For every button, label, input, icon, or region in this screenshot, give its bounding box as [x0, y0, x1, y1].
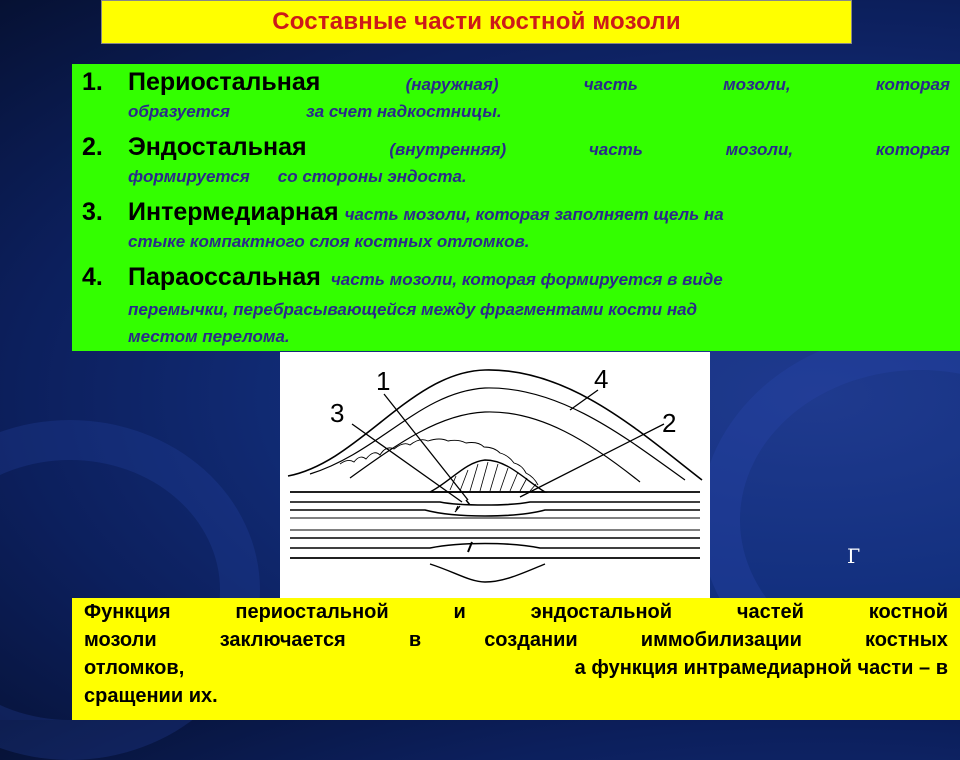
note-word: сращении их. — [84, 685, 218, 707]
note-line — [84, 682, 948, 710]
item-desc-word: которая — [875, 140, 950, 159]
item-number: 3. — [82, 198, 103, 226]
bone-cortex-line — [290, 502, 700, 505]
item-desc-line: формируется — [128, 167, 250, 186]
item-number: 1. — [82, 68, 103, 96]
item-desc-line: часть мозоли, которая формируется в виде — [330, 270, 723, 289]
item-desc-line: образуется — [128, 102, 231, 121]
bone-cortex-line — [290, 510, 700, 516]
item-desc-word: мозоли, — [725, 140, 794, 159]
item-desc-line: перемычки, перебрасывающейся между фрагментами кости над — [128, 300, 698, 319]
note-word: и — [453, 601, 466, 623]
item-desc-line: местом перелома. — [128, 327, 290, 346]
note-word: мозоли — [84, 629, 157, 651]
item-desc-line: часть мозоли, которая заполняет щель на — [344, 205, 724, 224]
item-desc-word: которая — [875, 75, 950, 94]
figure-label-4: 4 — [594, 364, 609, 394]
note-word: а функция интрамедиарной части – в — [574, 657, 948, 679]
note-word: заключается — [219, 629, 346, 651]
item-term: Параоссальная — [128, 263, 321, 291]
item-desc-word: (наружная) — [405, 75, 499, 94]
note-word: костной — [868, 601, 948, 623]
list-item — [82, 132, 950, 189]
note-line — [84, 626, 948, 654]
note-word: в — [408, 629, 422, 651]
item-desc-word: (внутренняя) — [389, 140, 507, 159]
note-word: костных — [865, 629, 948, 651]
item-desc-word: часть — [588, 140, 643, 159]
note-word: создании — [484, 629, 578, 651]
note-word: иммобилизации — [640, 629, 802, 651]
bone-cortex-line — [290, 544, 700, 549]
fracture-mark — [455, 506, 460, 512]
item-number: 4. — [82, 263, 103, 291]
bone-callus-figure — [280, 352, 710, 598]
figure-label-2: 2 — [662, 408, 677, 438]
callus-parts-list — [72, 64, 960, 351]
note-word: периостальной — [235, 601, 389, 623]
title-banner — [101, 0, 852, 44]
page-title: Составные части костной мозоли — [272, 8, 681, 35]
item-desc-line: за счет надкостницы. — [306, 102, 502, 121]
item-term: Эндостальная — [128, 133, 307, 161]
item-number: 2. — [82, 133, 103, 161]
item-term: Интермедиарная — [128, 198, 339, 226]
item-desc-word: часть — [583, 75, 638, 94]
endosteal-mound — [430, 564, 545, 582]
list-item — [82, 67, 950, 124]
item-desc-word: мозоли, — [723, 75, 791, 94]
callus-diagram — [280, 352, 710, 598]
item-desc-line: со стороны эндоста. — [277, 167, 467, 186]
item-desc-line: стыке компактного слоя костных отломков. — [128, 232, 530, 251]
leader-line-2 — [520, 424, 664, 497]
list-item — [82, 262, 950, 349]
note-word: эндостальной — [530, 601, 673, 623]
figure-letter: Г — [847, 544, 861, 568]
figure-label-3: 3 — [330, 398, 345, 428]
note-line — [84, 598, 948, 626]
note-word: частей — [736, 601, 804, 623]
note-word: отломков, — [84, 657, 185, 679]
note-line — [84, 654, 948, 682]
leader-line-3 — [352, 424, 462, 502]
note-word: Функция — [84, 601, 171, 623]
figure-label-1: 1 — [376, 366, 391, 396]
item-term: Периостальная — [128, 68, 321, 96]
list-item — [82, 197, 950, 254]
function-note — [72, 598, 960, 720]
